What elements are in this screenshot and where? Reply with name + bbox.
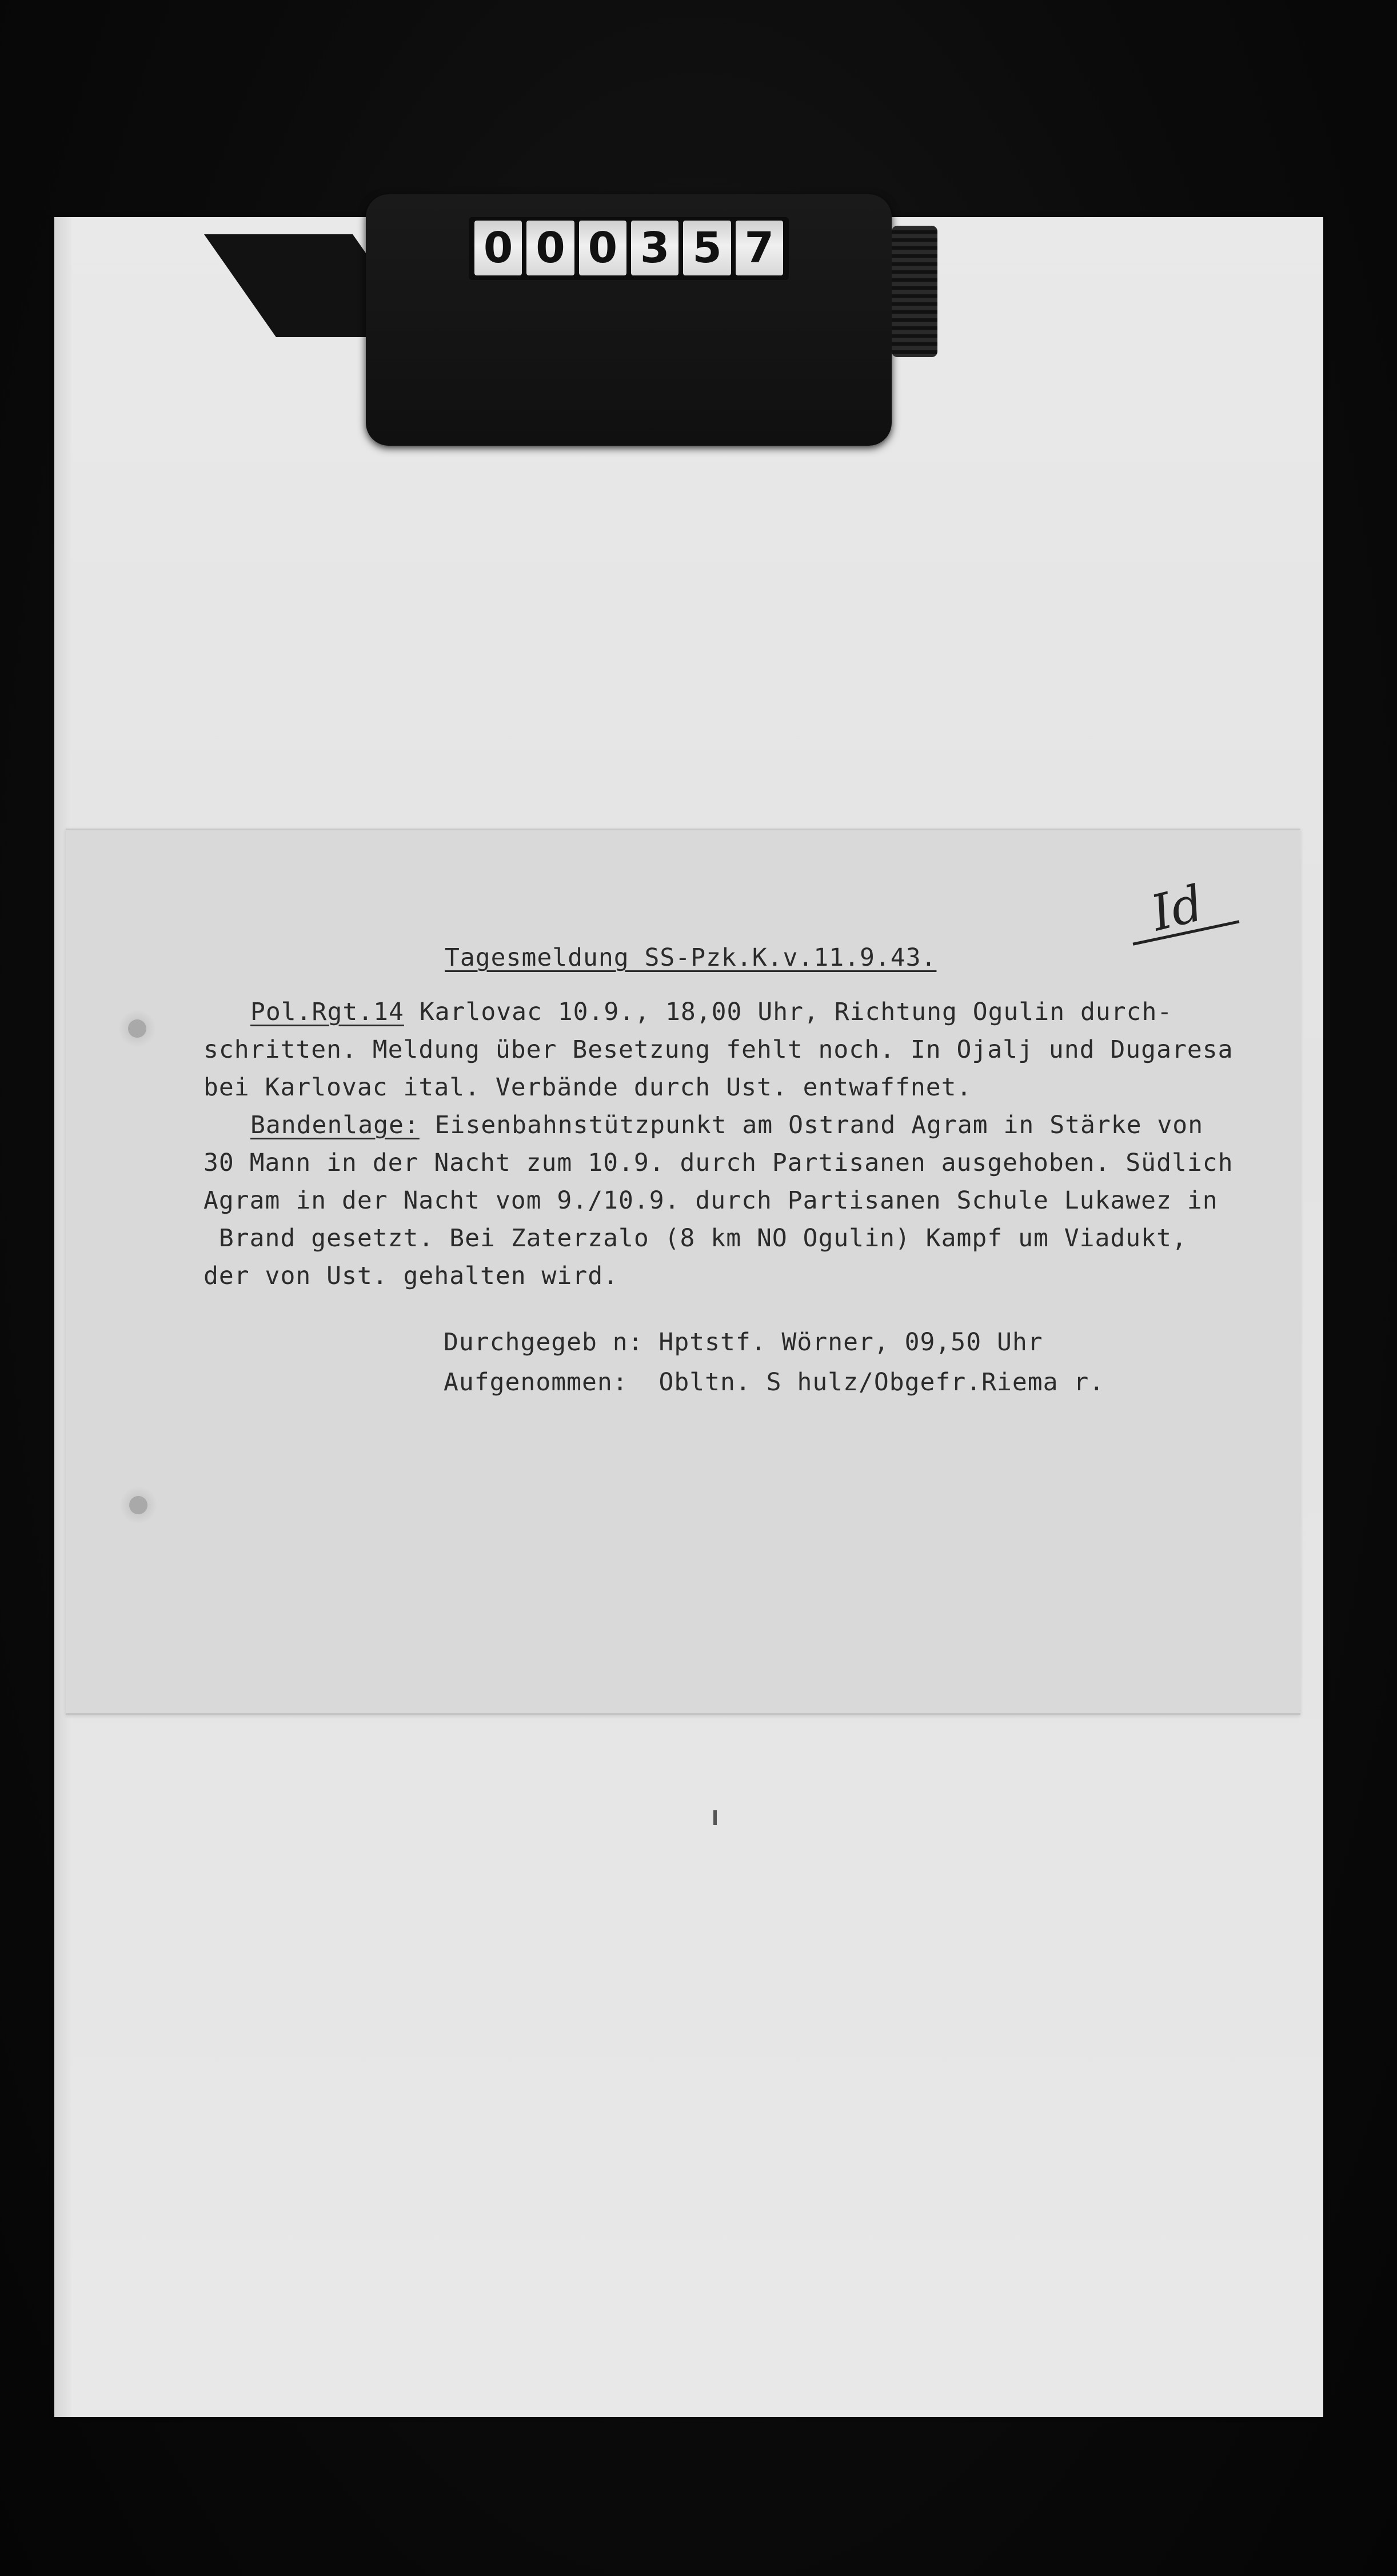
- report-title: Tagesmeldung SS-Pzk.K.v.11.9.43.: [445, 943, 937, 972]
- counter-digit: 0: [526, 221, 574, 275]
- signoff-line1: [444, 1330, 1043, 1355]
- para2-line2: 30 Mann in der Nacht zum 10.9. durch Partisanen ausgehoben. Südlich: [203, 1149, 1234, 1177]
- handwritten-mark: [1132, 874, 1246, 960]
- counter-digit: 7: [736, 221, 783, 275]
- para2-line1: [250, 1113, 1203, 1138]
- counter-knob: [892, 226, 937, 357]
- signoff-line2: [444, 1370, 1104, 1395]
- signoff-line1-label: Durchgegeb n:: [444, 1328, 644, 1357]
- handwritten-mark-text: Id: [1145, 874, 1209, 943]
- para1-line2: schritten. Meldung über Besetzung fehlt noch. In Ojalj und Dugaresa: [203, 1035, 1234, 1064]
- signoff-line1-value: Hptstf. Wörner, 09,50 Uhr: [643, 1328, 1043, 1357]
- para2-line4: Brand gesetzt. Bei Zaterzalo (8 km NO Ogulin) Kampf um Viadukt,: [203, 1224, 1187, 1253]
- para1-label: Pol.Rgt.14: [250, 998, 404, 1026]
- frame-counter: [469, 217, 789, 280]
- para1-line1: [250, 1000, 1172, 1025]
- counter-digit: 3: [631, 221, 678, 275]
- punch-hole-bottom: [120, 1487, 157, 1523]
- para2-line3: Agram in der Nacht vom 9./10.9. durch Partisanen Schule Lukawez in: [203, 1186, 1218, 1215]
- para2-line1-text: Eisenbahnstützpunkt am Ostrand Agram in Stärke von: [419, 1111, 1204, 1139]
- signoff-line2-label: Aufgenommen:: [444, 1368, 628, 1397]
- counter-digit: 0: [579, 221, 626, 275]
- paper-mark: [713, 1810, 717, 1825]
- signoff-line2-value: Obltn. S hulz/Obgefr.Riema r.: [628, 1368, 1105, 1397]
- para1-line1-text: Karlovac 10.9., 18,00 Uhr, Richtung Ogulin durch-: [404, 998, 1173, 1026]
- para2-line5: der von Ust. gehalten wird.: [203, 1262, 618, 1290]
- para1-line3: bei Karlovac ital. Verbände durch Ust. entwaffnet.: [203, 1073, 972, 1102]
- counter-digit: 0: [474, 221, 522, 275]
- punch-hole-top: [119, 1010, 155, 1047]
- counter-digit: 5: [683, 221, 731, 275]
- para2-label: Bandenlage:: [250, 1111, 420, 1139]
